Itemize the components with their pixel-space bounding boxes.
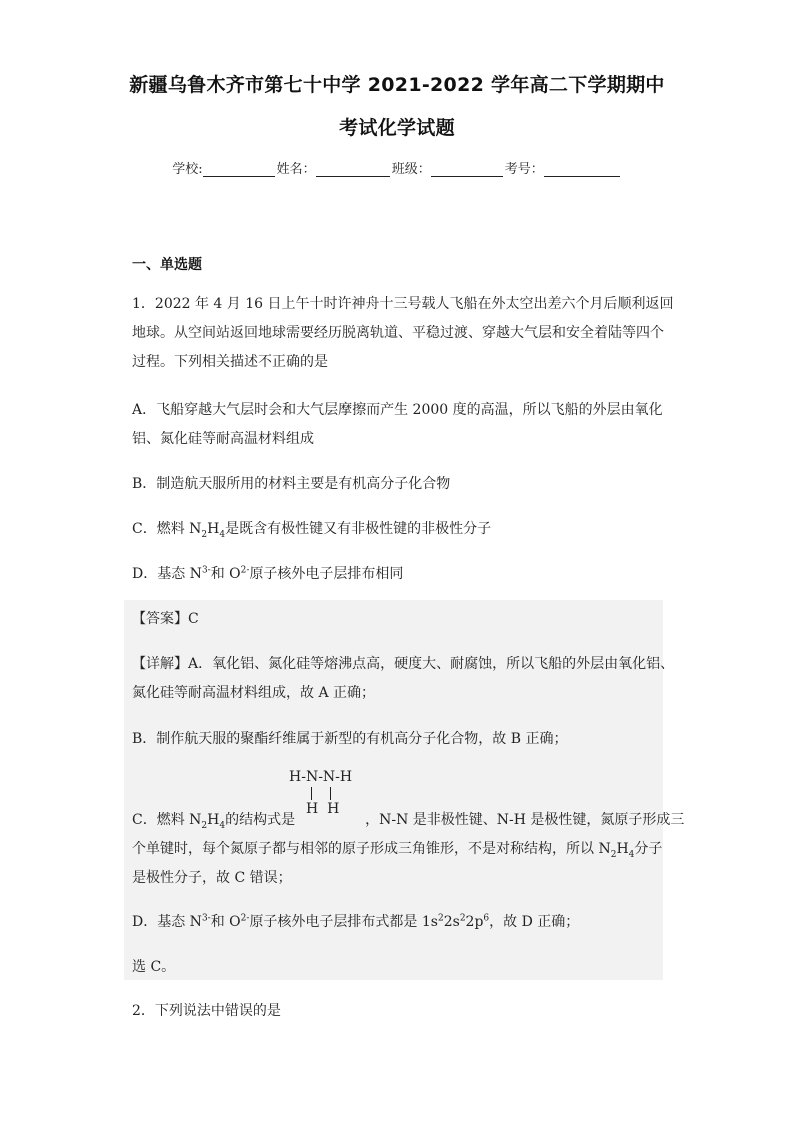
detail-c-mid: H xyxy=(207,812,220,828)
detail-d-sup5: 6 xyxy=(483,913,490,924)
formula-bond-2 xyxy=(330,787,331,800)
option-c-sub1: 2 xyxy=(201,529,208,540)
formula-bond-1 xyxy=(311,787,312,800)
detail-d-mid: 和 O xyxy=(210,914,241,930)
detail-c-pre: C．燃料 N xyxy=(132,812,202,828)
detail-c-line2-sub1: 2 xyxy=(610,849,617,860)
question-1-line3: 过程。下列相关描述不正确的是 xyxy=(132,354,328,370)
student-info-row xyxy=(0,158,794,177)
formula-top-row: H-N-N-H xyxy=(289,769,353,785)
option-d-post: 原子核外电子层排布相同 xyxy=(249,566,404,582)
detail-d-sup2: 2- xyxy=(240,913,250,924)
formula-bottom-row: H H xyxy=(306,801,340,817)
question-1-line1: 1．2022 年 4 月 16 日上午十时许神舟十三号载人飞船在外太空出差六个月后顺利返回 xyxy=(132,296,674,312)
detail-c-line2 xyxy=(132,835,667,864)
detail-c-line3: 是极性分子，故 C 错误； xyxy=(132,870,292,886)
option-a-line1: A．飞船穿越大气层时会和大气层摩擦而产生 2000 度的高温，所以飞船的外层由氧化 xyxy=(132,402,663,418)
section-title: 一、单选题 xyxy=(132,257,202,273)
class-blank[interactable] xyxy=(431,162,503,177)
school-label: 学校: xyxy=(172,162,203,177)
school-blank[interactable] xyxy=(203,162,275,177)
class-label: 班级： xyxy=(391,162,431,177)
detail-c-post2: ，N-N 是非极性键、N-H 是极性键，氮原子形成三 xyxy=(365,812,685,828)
option-d xyxy=(132,560,667,589)
detail-c-line2-text: 个单键时，每个氮原子都与相邻的原子形成三角锥形，不是对称结构，所以 N xyxy=(132,841,611,857)
detail-d-post: ，故 D 正确； xyxy=(489,914,580,930)
option-b: B．制造航天服所用的材料主要是有机高分子化合物 xyxy=(132,476,451,492)
question-1-line2: 地球。从空间站返回地球需要经历脱离轨道、平稳过渡、穿越大气层和安全着陆等四个 xyxy=(132,325,664,341)
detail-d-pre: D．基态 N xyxy=(132,914,202,930)
detail-c xyxy=(132,806,685,893)
detail-c-line2-mid: H xyxy=(616,841,629,857)
option-d-sup2: 2- xyxy=(240,565,250,576)
detail-c-line1 xyxy=(132,806,685,835)
number-blank[interactable] xyxy=(544,162,620,177)
detail-c-post1: 的结构式是 xyxy=(225,812,296,828)
exam-title-line1: 新疆乌鲁木齐市第七十中学 2021-2022 学年高二下学期期中 xyxy=(129,74,665,96)
option-d-mid: 和 O xyxy=(210,566,241,582)
detail-d xyxy=(132,908,667,937)
name-label: 姓名： xyxy=(276,162,316,177)
detail-d-mid2: 原子核外电子层排布式都是 1s xyxy=(249,914,438,930)
answer-line: 【答案】C xyxy=(132,611,199,627)
detail-d-sup4: 2 xyxy=(459,913,466,924)
option-c-post: 是既含有极性键又有非极性键的非极性分子 xyxy=(225,521,492,537)
detail-a-line1: 【详解】A．氧化铝、氮化硅等熔沸点高，硬度大、耐腐蚀，所以飞船的外层由氧化铝、 xyxy=(132,656,675,672)
detail-c-line2-post: 分子 xyxy=(634,841,663,857)
option-c xyxy=(132,515,667,544)
detail-c-sub1: 2 xyxy=(201,820,208,831)
number-label: 考号： xyxy=(504,162,544,177)
detail-c-line2-sub2: 4 xyxy=(628,849,635,860)
question-1-stem xyxy=(132,290,674,377)
answer-selection: 选 C。 xyxy=(132,959,176,975)
question-2-stem: 2．下列说法中错误的是 xyxy=(132,1003,281,1019)
option-a-line2: 铝、氮化硅等耐高温材料组成 xyxy=(132,431,314,447)
option-d-sup1: 3- xyxy=(201,565,211,576)
detail-d-mid4: 2p xyxy=(465,914,484,930)
option-c-pre: C．燃料 N xyxy=(132,521,202,537)
detail-a xyxy=(132,650,675,708)
name-blank[interactable] xyxy=(316,162,390,177)
detail-b: B．制作航天服的聚酯纤维属于新型的有机高分子化合物，故 B 正确； xyxy=(132,731,568,747)
detail-d-mid3: 2s xyxy=(443,914,460,930)
option-a xyxy=(132,396,667,454)
detail-d-sup3: 2 xyxy=(437,913,444,924)
exam-title-line2: 考试化学试题 xyxy=(339,117,455,139)
option-c-sub2: 4 xyxy=(219,529,226,540)
option-d-pre: D．基态 N xyxy=(132,566,202,582)
detail-d-sup1: 3- xyxy=(201,913,211,924)
option-c-mid: H xyxy=(207,521,220,537)
detail-a-line2: 氮化硅等耐高温材料组成，故 A 正确； xyxy=(132,685,376,701)
detail-c-sub2: 4 xyxy=(219,820,226,831)
